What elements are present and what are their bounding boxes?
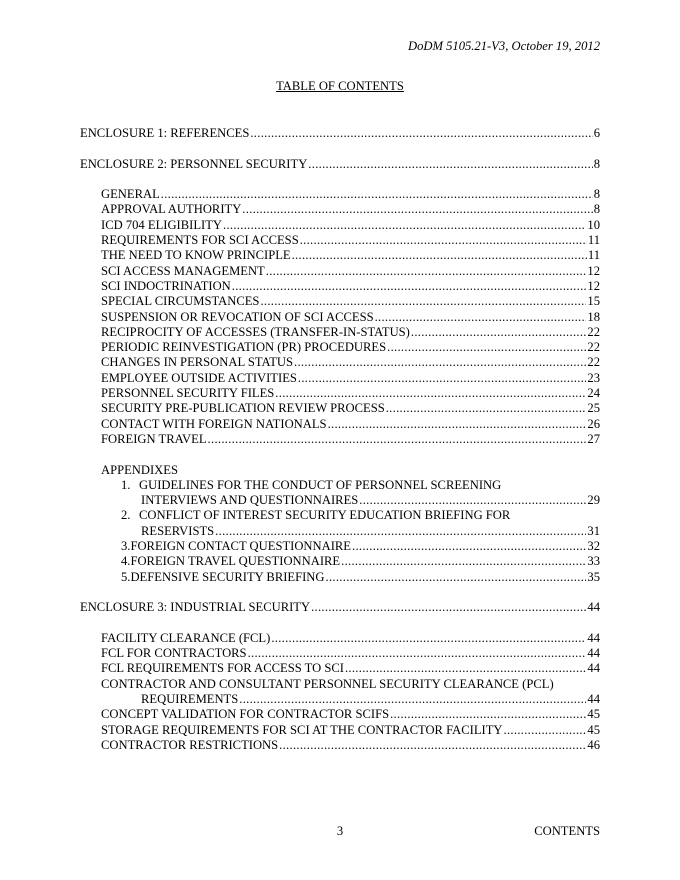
toc-entry-label: GUIDELINES FOR THE CONDUCT OF PERSONNEL SCREENING xyxy=(139,477,502,492)
toc-entry-section[interactable] xyxy=(80,248,600,263)
dot-leader xyxy=(341,554,586,569)
toc-entry-appendix[interactable] xyxy=(80,539,600,554)
toc-entry-label: FOREIGN TRAVEL xyxy=(101,431,207,446)
spacer xyxy=(80,616,600,631)
toc-entry-page: 31 xyxy=(587,523,600,538)
toc-entry-page: 22 xyxy=(587,324,600,339)
toc-entry-pcl-line2[interactable]: REQUIREMENTS ..... 44 xyxy=(80,692,600,707)
toc-entry-label: CONTACT WITH FOREIGN NATIONALS xyxy=(101,416,327,431)
appendix-number: 4. xyxy=(121,554,131,569)
spacer xyxy=(80,172,600,187)
spacer xyxy=(80,141,600,156)
page-number: 3 xyxy=(336,824,344,838)
toc-title-wrap xyxy=(0,79,680,94)
toc-entry-appendix[interactable] xyxy=(80,478,600,493)
toc-entry-page: 8 xyxy=(593,202,600,217)
toc-entry-label: PERIODIC REINVESTIGATION (PR) PROCEDURES xyxy=(101,340,387,355)
toc-entry-page: 11 xyxy=(587,248,600,263)
toc-entry-label: SPECIAL CIRCUMSTANCES xyxy=(101,294,260,309)
toc-entry-section[interactable] xyxy=(80,187,600,202)
dot-leader xyxy=(308,157,592,172)
dot-leader xyxy=(232,279,587,294)
toc-entry-page: 18 xyxy=(587,309,600,324)
footer-section-label: CONTENTS xyxy=(534,824,600,838)
toc-entry-section[interactable] xyxy=(80,233,600,248)
toc-entry-label: SCI ACCESS MANAGEMENT xyxy=(101,263,265,278)
toc-entry-section[interactable] xyxy=(80,340,600,355)
toc-entry-section[interactable] xyxy=(80,294,600,309)
dot-leader xyxy=(375,310,587,325)
toc-entry-page: 10 xyxy=(587,217,600,232)
toc-entry-section[interactable] xyxy=(80,264,600,279)
dot-leader xyxy=(326,570,587,585)
toc-entry-page: 8 xyxy=(593,156,600,171)
toc-entry-page: 12 xyxy=(587,278,600,293)
dot-leader xyxy=(266,264,587,279)
toc-entry-label: ENCLOSURE 2: PERSONNEL SECURITY xyxy=(80,156,308,171)
toc-entry-page: 44 xyxy=(587,630,600,645)
toc-entry-section[interactable] xyxy=(80,723,600,738)
dot-leader xyxy=(260,294,586,309)
toc-entry-section[interactable] xyxy=(80,310,600,325)
toc-entry-label: CONFLICT OF INTEREST SECURITY EDUCATION BRIEFING FOR xyxy=(139,508,511,523)
toc-entry-label: SUSPENSION OR REVOCATION OF SCI ACCESS xyxy=(101,309,374,324)
toc-entry-appendix[interactable] xyxy=(80,554,600,569)
dot-leader xyxy=(328,417,587,432)
dot-leader xyxy=(387,340,586,355)
toc-entry-label: CONCEPT VALIDATION FOR CONTRACTOR SCIFS xyxy=(101,707,390,722)
toc-entry-label: FACILITY CLEARANCE (FCL) xyxy=(101,630,271,645)
toc-entry-page: 44 xyxy=(587,646,600,661)
toc-entry-appendix[interactable] xyxy=(80,570,600,585)
toc-entry-label: PERSONNEL SECURITY FILES xyxy=(101,386,275,401)
toc-entry-label: STORAGE REQUIREMENTS FOR SCI AT THE CONTRACTOR FACILITY xyxy=(101,722,503,737)
toc-entry-label: FCL REQUIREMENTS FOR ACCESS TO SCI xyxy=(101,661,344,676)
dot-leader xyxy=(239,692,586,707)
toc-entry-page: 33 xyxy=(587,554,600,569)
dot-leader xyxy=(359,493,586,508)
toc-entry-section[interactable] xyxy=(80,661,600,676)
toc-entry-section[interactable] xyxy=(80,432,600,447)
toc-entry-page: 35 xyxy=(587,569,600,584)
toc-entry-page: 46 xyxy=(587,737,600,752)
toc-entry-label: FOREIGN CONTACT QUESTIONNAIRE xyxy=(130,539,351,554)
toc-entry-label: RECIPROCITY OF ACCESSES (TRANSFER-IN-STATUS) xyxy=(101,324,410,339)
dot-leader xyxy=(208,432,587,447)
toc-entry-label: FOREIGN TRAVEL QUESTIONNAIRE xyxy=(130,554,341,569)
toc-entry-section[interactable] xyxy=(80,386,600,401)
toc-entry-page: 45 xyxy=(587,722,600,737)
dot-leader xyxy=(345,661,586,676)
toc-entry-page: 24 xyxy=(587,386,600,401)
appendixes-heading: APPENDIXES xyxy=(101,462,178,477)
dot-leader xyxy=(215,524,586,539)
toc-entry-label: CONTRACTOR RESTRICTIONS xyxy=(101,737,279,752)
toc-entry-label: GENERAL xyxy=(101,187,160,202)
dot-leader xyxy=(300,233,587,248)
toc-entry-page: 44 xyxy=(587,600,600,615)
toc-entry-page: 44 xyxy=(587,661,600,676)
toc-entry-section[interactable] xyxy=(80,279,600,294)
dot-leader xyxy=(390,707,586,722)
appendix-number: 5. xyxy=(121,569,131,584)
toc-entry-page: 12 xyxy=(587,263,600,278)
dot-leader xyxy=(298,371,587,386)
toc-entry-page: 6 xyxy=(593,126,600,140)
toc-entry-label: ICD 704 ELIGIBILITY xyxy=(101,217,223,232)
enclosure-3-sections-continued xyxy=(80,707,600,753)
toc-entry-page: 44 xyxy=(587,691,600,706)
page-title: TABLE OF CONTENTS xyxy=(276,79,404,93)
toc-entry-page: 23 xyxy=(587,370,600,385)
table-of-contents xyxy=(80,126,600,753)
toc-entry-appendix-continued[interactable] xyxy=(80,524,600,539)
toc-entry-page: 25 xyxy=(587,401,600,416)
dot-leader xyxy=(386,401,587,416)
toc-entry-label: CHANGES IN PERSONAL STATUS xyxy=(101,355,293,370)
toc-entry-section[interactable] xyxy=(80,202,600,217)
toc-entry-section[interactable] xyxy=(80,371,600,386)
toc-entry-pcl-line1[interactable]: CONTRACTOR AND CONSULTANT PERSONNEL SECURITY CLEARANCE (PCL) xyxy=(101,676,554,691)
toc-entry-label: RESERVISTS xyxy=(141,523,215,538)
dot-leader xyxy=(294,355,586,370)
toc-entry-page: 26 xyxy=(587,416,600,431)
toc-entry-appendix[interactable] xyxy=(80,508,600,523)
dot-leader xyxy=(250,126,592,141)
toc-entry-label: INTERVIEWS AND QUESTIONNAIRES xyxy=(141,493,359,508)
toc-entry-enclosure-2[interactable] xyxy=(80,157,600,172)
enclosure-3-sections xyxy=(80,631,600,677)
toc-entry-label: FCL FOR CONTRACTORS xyxy=(101,646,247,661)
dot-leader xyxy=(223,218,586,233)
dot-leader xyxy=(271,631,586,646)
toc-entry-label: ENCLOSURE 1: REFERENCES xyxy=(80,126,250,140)
document-header: DoDM 5105.21-V3, October 19, 2012 xyxy=(407,39,600,53)
dot-leader xyxy=(161,187,593,202)
toc-entry-section[interactable] xyxy=(80,401,600,416)
toc-entry-page: 45 xyxy=(587,707,600,722)
toc-entry-section[interactable] xyxy=(80,707,600,722)
toc-entry-page: 22 xyxy=(587,340,600,355)
dot-leader xyxy=(279,738,586,753)
enclosure-2-sections xyxy=(80,187,600,447)
toc-entry-section[interactable] xyxy=(80,646,600,661)
toc-entry-page: 8 xyxy=(593,187,600,202)
dot-leader xyxy=(352,539,586,554)
toc-entry-section[interactable] xyxy=(80,325,600,340)
appendix-list xyxy=(80,478,600,585)
toc-entry-label: DEFENSIVE SECURITY BRIEFING xyxy=(130,569,325,584)
dot-leader xyxy=(248,646,587,661)
toc-entry-section[interactable] xyxy=(80,738,600,753)
dot-leader xyxy=(242,202,592,217)
toc-entry-page: 32 xyxy=(587,539,600,554)
dot-leader xyxy=(504,723,587,738)
appendix-number: 3. xyxy=(121,539,131,554)
toc-entry-section[interactable] xyxy=(80,417,600,432)
dot-leader xyxy=(275,386,586,401)
spacer xyxy=(80,447,600,462)
dot-leader xyxy=(411,325,587,340)
toc-entry-page: 27 xyxy=(587,431,600,446)
toc-entry-page: 11 xyxy=(587,233,600,248)
toc-entry-label: ENCLOSURE 3: INDUSTRIAL SECURITY xyxy=(80,600,311,615)
toc-entry-label: SCI INDOCTRINATION xyxy=(101,278,231,293)
toc-entry-label: APPROVAL AUTHORITY xyxy=(101,202,242,217)
dot-leader xyxy=(292,248,587,263)
toc-entry-enclosure-3[interactable] xyxy=(80,600,600,615)
appendix-number: 1. xyxy=(121,477,131,492)
toc-entry-label: SECURITY PRE-PUBLICATION REVIEW PROCESS xyxy=(101,401,385,416)
toc-entry-section[interactable] xyxy=(80,631,600,646)
toc-entry-page: 15 xyxy=(587,294,600,309)
toc-entry-label: THE NEED TO KNOW PRINCIPLE xyxy=(101,248,291,263)
toc-entry-page: 29 xyxy=(587,493,600,508)
toc-entry-page: 22 xyxy=(587,355,600,370)
spacer xyxy=(80,585,600,600)
toc-entry-section[interactable] xyxy=(80,218,600,233)
toc-entry-label: EMPLOYEE OUTSIDE ACTIVITIES xyxy=(101,370,297,385)
toc-entry-label: REQUIREMENTS FOR SCI ACCESS xyxy=(101,233,299,248)
toc-entry-enclosure-1[interactable] xyxy=(80,126,600,141)
toc-entry-appendix-continued[interactable] xyxy=(80,493,600,508)
appendix-number: 2. xyxy=(121,508,131,523)
dot-leader xyxy=(311,600,586,615)
toc-entry-section[interactable] xyxy=(80,355,600,370)
